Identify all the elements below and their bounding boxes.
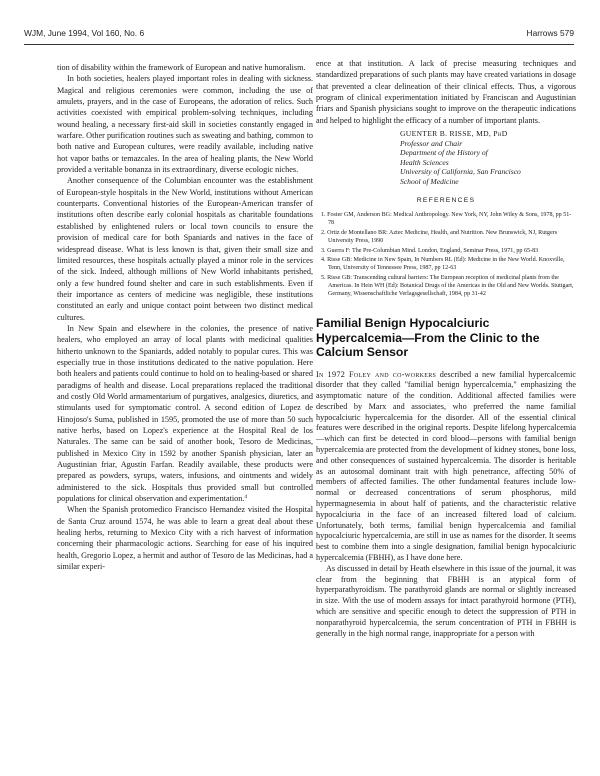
article-body: [316, 370, 576, 640]
author-affiliation-line: School of Medicine: [400, 177, 459, 187]
author-affiliation-line: Professor and Chair: [400, 138, 463, 148]
left-column: [57, 62, 313, 572]
body-paragraph: In both societies, healers played important roles in dealing with sickness. Magical and religious ceremonies were common, including the use of amulets, prayers, and in the case of Europeans, the adoration of relics. Such activities coexisted with empirical problem-solving techniques, including wound healing, a necessary first-aid skill in societies constantly engaged in warfare. Other purification routines such as sweating and bathing, common to both native and European cultures, were readily available, including native hot vapor baths or temazcales. In the area of healing plants, the New World provided a veritable bonanza in its extraordinary, diverse ecologic niches.: [57, 74, 313, 175]
body-paragraph: Another consequence of the Columbian encounter was the establishment of European-style hospitals in the New World, institutions without American counterparts. Conventional histories of the European-American transfer of institutions often describe early colonial hospitals as charitable foundations established by enlightened rulers or local town councils to ensure the provision of medical care for both Spaniards and natives in the face of widespread disease. What is less known is that, given their small size and limited resources, these hospitals actually played a minor role in the services of the sick. Indeed, although millions of New World inhabitants perished, only a few hundred found shelter and care in such establishments. Even if their importance as centers of medicine was negligible, these institutions constituted an early and unique contact point between two distinct medical cultures.: [57, 176, 313, 322]
running-header: [24, 28, 574, 42]
body-paragraph-text: In New Spain and elsewhere in the colonies, the presence of native healers, who employed an array of local plants with medicinal qualities hitherto unknown to the Spaniards, added notably to popular cures. This was especially true in those institutions dedicated to the native population. Here both healers and patients could continue to hold on to healing-based or shared paradigms of health and disease. Local preparations replaced the traditional and costly Old World armamentarium of purgatives, analgesics, diuretics, and stimulants used for symptomatic control. A second edition of Lopez de Hinojoso's Suma, published in 1595, promoted the use of more than 50 such native herbs, based on Lopez's experience at the Hospital Real de los Naturales. The same can be said of another book, Tesoro de Medicinas, published in Mexico City in 1592 by another Spanish physician, later an Augustinian friar, Agustin Farfan. Readily available, these products were prepared as powders, syrups, waters, infusions, and ointments and widely administered to the sick. Hospitals thus provided small but controlled populations for clinical observation and experimentation.: [57, 323, 313, 504]
right-column: [316, 58, 576, 639]
reference-item: 5. Risse GB: Transcending cultural barriers: The European reception of medicinal plants from the Americas. In Hein WH (Ed): Botanical Drugs of the Americas in the Old and New Worlds. Stuttgart, Germany, Wissenschaftliche Verlagsgesellschaft, 1984, pp 31-42: [321, 275, 574, 298]
article-lead-paragraph: [316, 370, 576, 564]
page-number-label: Harrows 579: [526, 28, 574, 38]
body-paragraph: When the Spanish protomedico Francisco Hernandez visited the Hospital de Santa Cruz around 1574, he was able to learn a great deal about these healing herbs, returning to Mexico City with a rich harvest of information concerning their pharmacologic actions. Searching for ease of his inquired health, Gregorio Lopez, a hermit and author of Tesoro de las Medicinas, had a similar experi-: [57, 505, 313, 572]
author-affiliation-line: Health Sciences: [400, 157, 449, 167]
lead-in-small-caps: In 1972 Foley and co-workers: [316, 369, 437, 379]
author-name: GUENTER B. RISSE, MD, PhD: [400, 129, 508, 139]
references-heading: REFERENCES: [416, 196, 476, 204]
body-paragraph: tion of disability within the framework of European and native humoralism.: [57, 63, 306, 72]
body-paragraph: [57, 323, 313, 505]
reference-item: 2. Ortiz de Montellano BR: Aztec Medicine, Health, and Nutrition. New Brunswick, NJ, Rutgers University Press, 1990: [321, 229, 558, 244]
journal-citation: WJM, June 1994, Vol 160, No. 6: [24, 28, 145, 38]
reference-list: [316, 211, 576, 298]
author-signature: [316, 129, 576, 187]
reference-item: 1. Foster GM, Anderson BG: Medical Anthropology. New York, NY, John Wiley & Sons, 1978, pp 51-78: [321, 211, 572, 227]
author-affiliation-line: Department of the History of: [400, 148, 488, 158]
author-affiliation-line: University of California, San Francisco: [400, 167, 521, 177]
header-rule: [24, 44, 574, 45]
lead-paragraph-text: described a new familial hypercalcemic disorder that they called "familial benign hypercalcemia," emphasizing the asymptomatic nature of the condition. Additional affected families were described by Marx and associates, who preferred the name familial hypocalciuric hypercalcemia for the disorder. All of the essential clinical features were described in the original reports. Despite lifelong hypercalcemia—which can first be detected in cord blood—persons with familial benign hypercalcemia are protected from the development of kidney stones, bone loss, and other consequences of sustained hypercalcemia. The disorder is heritable as an autosomal dominant trait with high penetrance, affecting 50% of members of affected families. The other fundamental features include low-normal or decreased concentrations of serum phosphorus, mild hypermagnesemia in about half of patients, and the characteristic relative hypocalciuria in the face of an increased filtered load of calcium. Unfortunately, both terms, familial benign hypercalcemia and familial hypocalciuric hypercalcemia, are still in use as names for the disorder. It seems best to combine them into a single designation, familial benign hypocalciuric hypercalcemia (FBHH), as I have done here.: [316, 369, 577, 563]
citation-mark: 4: [244, 494, 248, 501]
body-paragraph: ence at that institution. A lack of precise measuring techniques and standardized preparations of such plants may have created variations in dosage that prevented a clear delineation of their clinical effects. Thus, a vigorous program of clinical experimentation initiated by Franciscan and Augustinian friars and Spanish physicians sought to improve on the therapeutic indications and helped to highlight the efficacy of a number of important plants.: [316, 59, 576, 125]
reference-item: 4. Risse GB: Medicine in New Spain, In Numbers RL (Ed): Medicine in the New World. Knoxville, Tenn, University of Tennessee Press, 1987, pp 12-63: [321, 257, 565, 272]
article-title: Familial Benign Hypocalciuric Hypercalcemia—From the Clinic to the Calcium Sensor: [316, 316, 540, 360]
body-paragraph: As discussed in detail by Heath elsewhere in this issue of the journal, it was clear from the beginning that FBHH is an atypical form of hyperparathyroidism. The parathyroid glands are normal or slightly increased in size. With the use of modern assays for intact parathyroid hormone (PTH), which are sensitive and specific enough to detect the suppression of PTH in nonparathyroid hypercalcemia, the serum concentration of PTH in FBHH is generally in the high normal range, inappropriate for a person with: [316, 563, 576, 638]
reference-item: 3. Guerra F: The Pre-Columbian Mind. London, England, Seminar Press, 1971, pp 65-83: [321, 247, 539, 254]
